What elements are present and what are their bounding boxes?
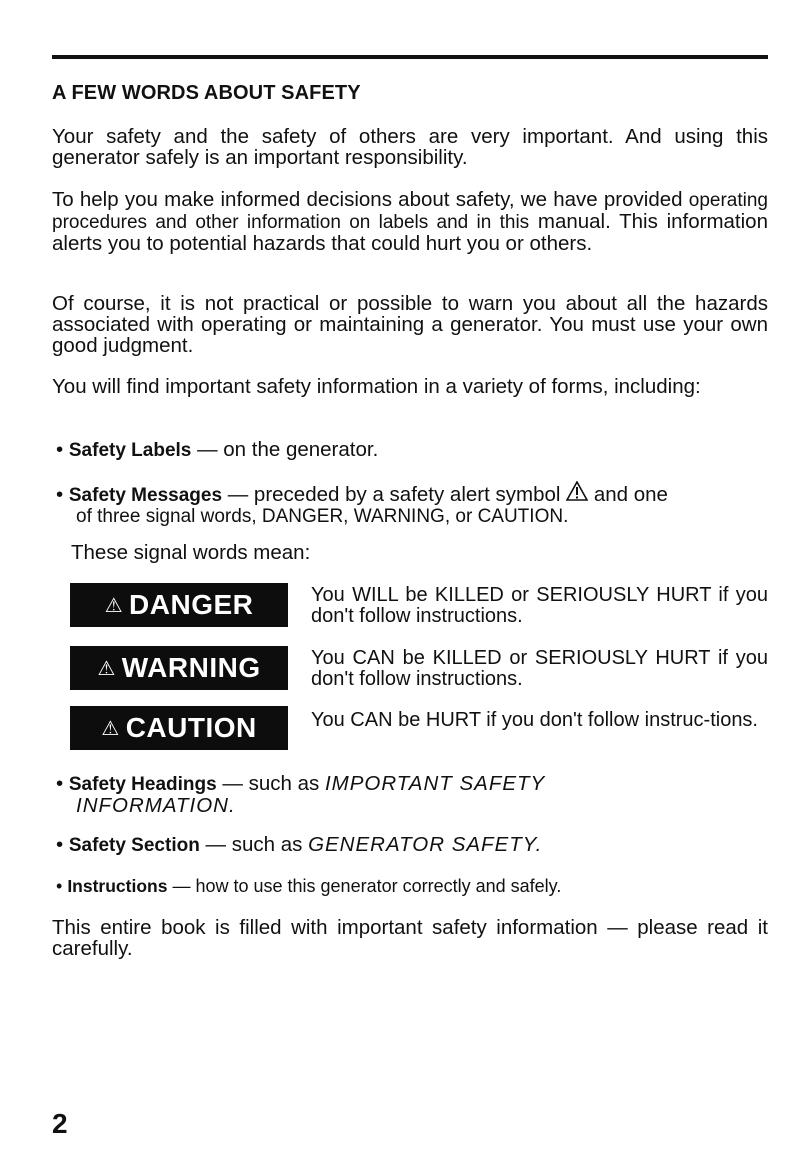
caution-description: You CAN be HURT if you don't follow instruc-tions.	[311, 709, 758, 731]
danger-description: You WILL be KILLED or SERIOUSLY HURT if you don't follow instructions.	[311, 584, 768, 627]
warning-triangle-icon: ⚠	[97, 657, 116, 680]
danger-sign-label: DANGER	[129, 589, 254, 620]
bullet-safety-messages-text3: of three signal words, DANGER, WARNING, or CAUTION.	[76, 506, 569, 527]
danger-sign	[70, 583, 288, 627]
paragraph-procedures-line1: To help you make informed decisions about safety, we have provided	[52, 188, 683, 211]
bullet-safety-labels-text: — on the generator.	[191, 438, 379, 461]
bullet-safety-section-lead: Safety Section	[68, 835, 200, 856]
warning-description: You CAN be KILLED or SERIOUSLY HURT if you don't follow instructions.	[311, 647, 768, 690]
warning-sign-label: WARNING	[121, 652, 261, 683]
paragraph-judgment: Of course, it is not practical or possible to warn you about all the hazards associated with operating or maintaining a generator. You must use your own good judgment.	[52, 292, 768, 357]
bullet-safety-section-text: — such as	[199, 833, 309, 856]
bullet-safety-section-italic: GENERATOR SAFETY.	[308, 833, 543, 856]
warning-triangle-icon	[566, 481, 588, 505]
caution-sign-label: CAUTION	[125, 712, 257, 743]
bullet-safety-labels: • Safety Labels — on the generator.	[56, 438, 379, 461]
warning-triangle-icon: ⚠	[104, 594, 124, 617]
bullet-safety-headings-text: — such as	[216, 772, 325, 795]
warning-triangle-icon: ⚠	[101, 717, 120, 740]
signal-words-intro: These signal words mean:	[71, 541, 311, 564]
bullet-safety-messages-text2: and one	[588, 483, 668, 506]
bullet-safety-headings-lead: Safety Headings	[68, 774, 217, 795]
paragraph-importance: Your safety and the safety of others are very important. And using this generator safely is an important responsibility.	[52, 125, 768, 169]
paragraph-closing: This entire book is filled with important safety information — please read it carefully.	[52, 916, 768, 960]
bullet-safety-messages: • Safety Messages — preceded by a safety alert symbol and one of three signal words, DANGER, WARNING, or CAUTION.	[56, 481, 768, 527]
bullet-instructions-lead: Instructions	[67, 876, 168, 896]
bullet-safety-labels-lead: Safety Labels	[68, 440, 192, 461]
paragraph-procedures	[52, 189, 768, 254]
page-number: 2	[52, 1108, 68, 1139]
bullet-safety-messages-lead: Safety Messages	[68, 485, 223, 506]
warning-sign	[70, 646, 288, 690]
bullet-instructions-text: — how to use this generator correctly and safely.	[167, 876, 562, 896]
top-rule	[52, 55, 768, 59]
caution-sign	[70, 706, 288, 750]
bullet-safety-messages-text1: — preceded by a safety alert symbol	[222, 483, 567, 506]
bullet-safety-headings-italic1: IMPORTANT SAFETY	[324, 772, 546, 795]
bullet-safety-headings-italic2: INFORMATION.	[76, 794, 236, 817]
page-title: A FEW WORDS ABOUT SAFETY	[52, 82, 361, 104]
paragraph-forms: You will find important safety information in a variety of forms, including:	[52, 375, 701, 398]
bullet-safety-section: • Safety Section — such as GENERATOR SAFETY.	[56, 833, 543, 856]
bullet-safety-headings: • Safety Headings — such as IMPORTANT SAFETY INFORMATION.	[56, 773, 768, 816]
bullet-instructions: • Instructions — how to use this generator correctly and safely.	[56, 876, 562, 896]
paragraph-procedures-line2: operating procedures and other information on labels and in this	[52, 190, 768, 233]
paragraph-procedures-line3: manual. This information alerts you to potential hazards that could hurt you or others.	[52, 210, 768, 255]
